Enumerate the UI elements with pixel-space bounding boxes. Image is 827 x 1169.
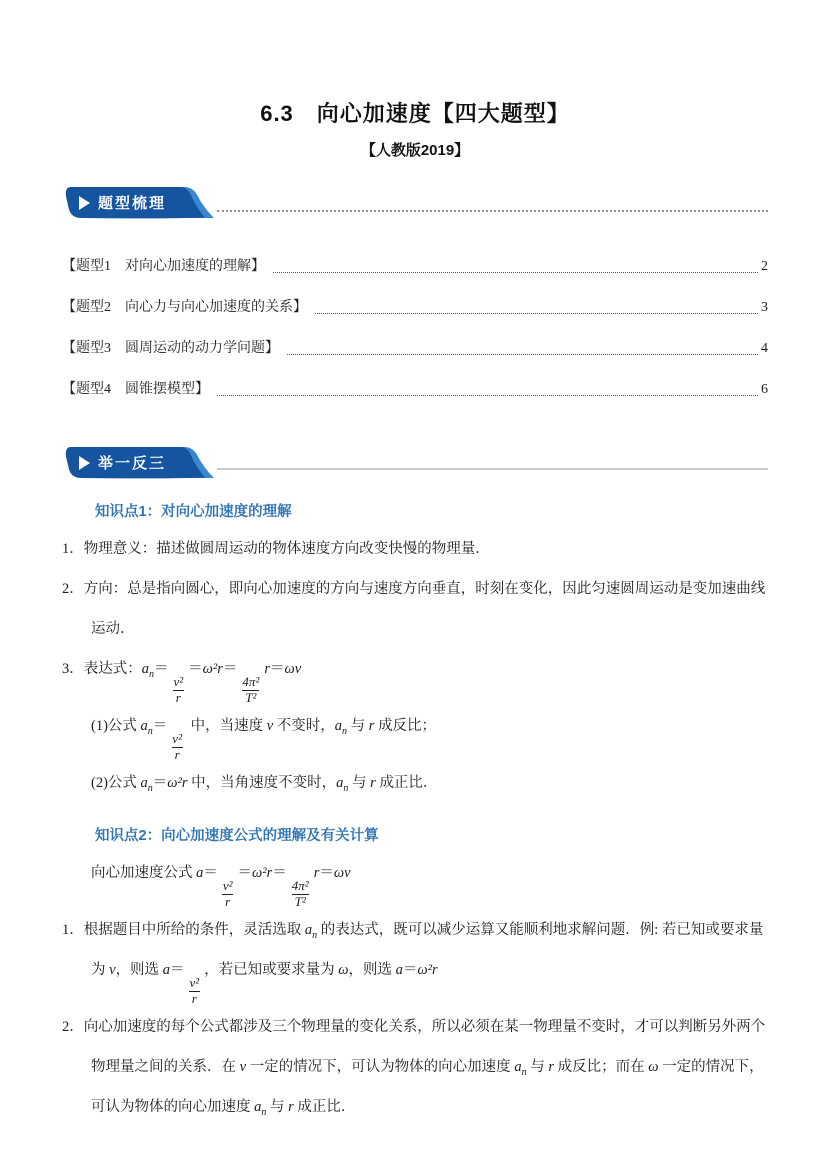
page-title: 6.3 向心加速度【四大题型】 (260, 101, 570, 126)
kp1-item-1: 1．物理意义：描述做圆周运动的物体速度方向改变快慢的物理量． (62, 541, 490, 557)
kp1-subitem-2: (2)公式 $a_n=\omega^2r$ 中，当角速度不变时，$a_n$ 与 r 成正比． (91, 774, 438, 794)
knowledge-point-1-heading: 知识点1：对向心加速度的理解 (95, 504, 292, 520)
kp1-item-2: 2．方向：总是指向圆心，即向心加速度的方向与速度方向垂直，时刻在变化，因此匀速圆周运动是变加速曲线运动． (62, 581, 766, 637)
page-subtitle: 【人教版2019】 (360, 142, 470, 159)
solid-divider (217, 468, 768, 470)
toc-entry-4[interactable] (62, 380, 768, 400)
toc-page-number: 4 (761, 341, 768, 356)
toc-entry-label: 【题型2 向心力与向心加速度的关系】 (62, 300, 307, 315)
toc-entry-1[interactable] (62, 257, 768, 277)
kp2-item-2: 2．向心加速度的每个公式都涉及三个物理量的变化关系，所以必须在某一物理量不变时，才可以判断另外两个物理量之间的关系．在 v 一定的情况下，可认为物体的向心加速度 $a_n$ 与 r 成反比；而在 ω 一定的情况下，可认为物体的向心加速度 $a_n$ 与 r 成正比． (62, 1018, 766, 1118)
toc-entry-label: 【题型3 圆周运动的动力学问题】 (62, 341, 279, 356)
toc-leader-dots (273, 272, 758, 273)
toc-page-number: 6 (761, 382, 768, 397)
outline-banner (62, 186, 214, 219)
outline-banner-label: 题型梳理 (98, 195, 167, 212)
practice-section-header (62, 446, 768, 479)
toc-page-number: 2 (761, 259, 768, 274)
kp1-subitem-1: (1)公式 $a_n=$ $\frac{\text{v²}}{r}$ 中，当速度 v 不变时，$a_n$ 与 r 成反比； (91, 717, 437, 762)
toc-entry-3[interactable] (62, 339, 768, 359)
toc-page-number: 3 (761, 300, 768, 315)
practice-banner (62, 446, 214, 479)
play-triangle-icon (79, 456, 90, 470)
practice-banner-label: 举一反三 (98, 455, 167, 472)
toc-leader-dots (287, 354, 758, 355)
toc-entry-label: 【题型1 对向心加速度的理解】 (62, 259, 265, 274)
kp2-item-1: 1．根据题目中所给的条件，灵活选取 $a_n$ 的表达式，既可以减少运算又能顺利地求解问题．例: 若已知或要求量为 v，则选 a＝ $\frac{\text{v²}}{r}$ ，若已知或要求量为 ω，则选 a＝ω²r (62, 921, 764, 1006)
table-of-contents (62, 257, 768, 400)
kp2-formula-line: 向心加速度公式 a＝ $\frac{\text{v²}}{r}$ ＝ω²r＝ $\frac{\text{4π²}}{\text{T²}}$ r＝ωv (91, 864, 351, 909)
toc-leader-dots (315, 313, 758, 314)
knowledge-point-1-body (62, 529, 768, 803)
dotted-divider (217, 210, 768, 212)
play-triangle-icon (79, 196, 90, 210)
knowledge-point-2-heading: 知识点2：向心加速度公式的理解及有关计算 (95, 827, 379, 844)
kp1-item-3-formula: 3．表达式：$a_n=$ $\frac{\text{v²}}{r}$ ＝ω²r＝ $\frac{\text{4π²}}{\text{T²}}$ r＝ωv (62, 661, 302, 705)
toc-entry-label: 【题型4 圆锥摆模型】 (62, 382, 209, 397)
toc-leader-dots (217, 395, 758, 396)
toc-entry-2[interactable] (62, 298, 768, 318)
knowledge-point-2-body (62, 853, 768, 1127)
outline-section-header (62, 186, 768, 219)
